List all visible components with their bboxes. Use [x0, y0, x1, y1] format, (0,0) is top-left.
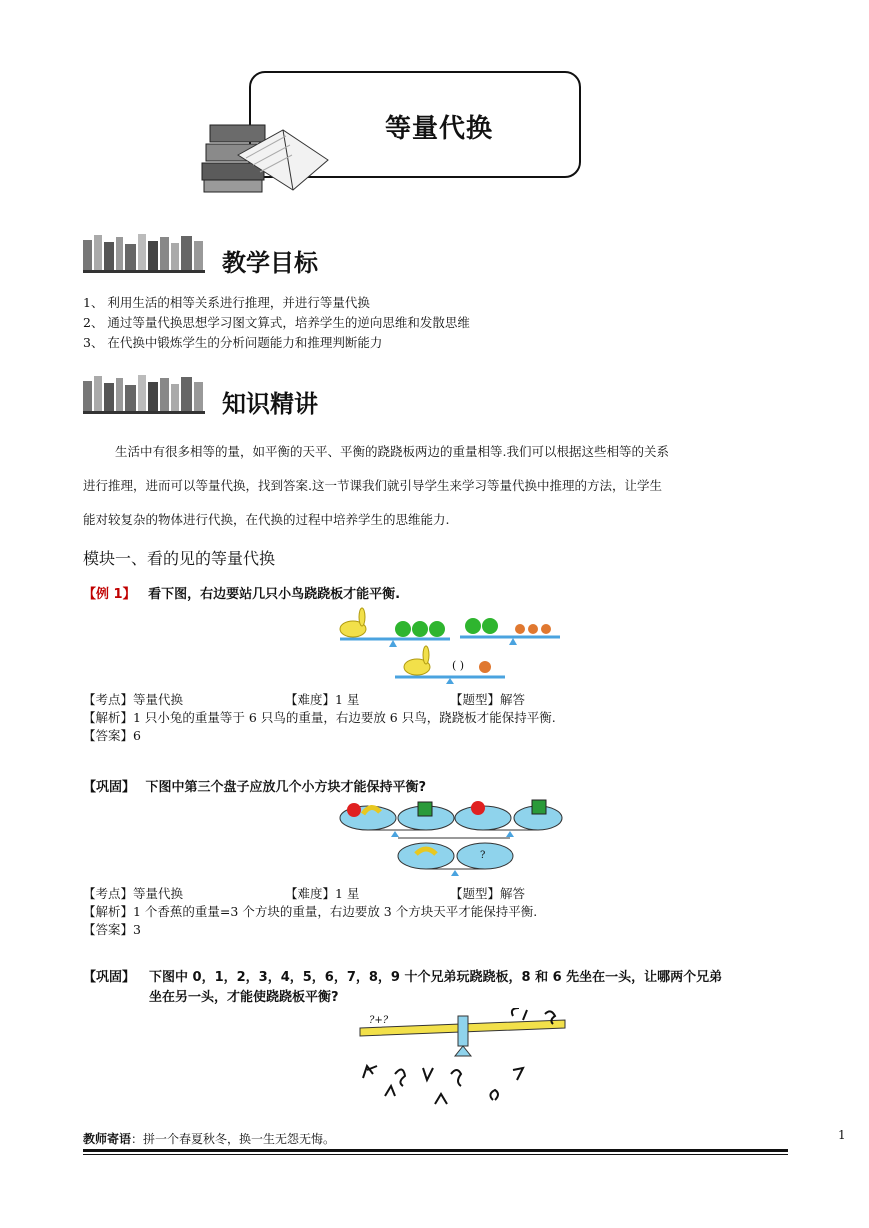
- left-seat-label: ?+?: [369, 1015, 389, 1026]
- example-tag: 【例 1】: [83, 587, 136, 602]
- practice1-point: 【考点】等量代换: [83, 886, 184, 901]
- practice2-question-line: 坐在另一头，才能使跷跷板平衡?: [149, 990, 339, 1005]
- section-heading-goals: 教学目标: [222, 249, 318, 277]
- practice1-difficulty: 【难度】1 星: [285, 886, 360, 901]
- practice1-question: [83, 776, 426, 795]
- example1-point: 【考点】等量代换: [83, 692, 184, 707]
- practice-question-text: 下图中第三个盘子应放几个小方块才能保持平衡?: [145, 780, 427, 795]
- example1-difficulty: 【难度】1 星: [285, 692, 360, 707]
- books-illustration: [198, 120, 338, 195]
- practice1-type: 【题型】解答: [450, 886, 526, 901]
- example1-answer: 【答案】6: [83, 728, 141, 743]
- intro-line: 能对较复杂的物体进行代换，在代换的过程中培养学生的思维能力.: [83, 512, 450, 527]
- example1-analysis: 【解析】1 只小兔的重量等于 6 只鸟的重量，右边要放 6 只鸟，跷跷板才能保持平衡.: [83, 710, 556, 725]
- intro-line: 生活中有很多相等的量，如平衡的天平、平衡的跷跷板两边的重量相等.我们可以根据这些相等的关系: [115, 444, 669, 459]
- section-books-icon: [83, 232, 213, 274]
- goal-item: 1、 利用生活的相等关系进行推理，并进行等量代换: [83, 295, 370, 310]
- example-question-text: 看下图，右边要站几只小鸟跷跷板才能平衡.: [148, 587, 401, 602]
- footer-rule-thin: [83, 1154, 788, 1155]
- right-seat-label: [510, 1010, 537, 1024]
- footer-label: 教师寄语: [83, 1132, 132, 1146]
- balance-illustration: [338, 796, 563, 880]
- example1-question: [83, 583, 400, 602]
- practice1-analysis: 【解析】1 个香蕉的重量=3 个方块的重量，右边要放 3 个方块天平才能保持平衡.: [83, 904, 538, 919]
- example1-type: 【题型】解答: [450, 692, 526, 707]
- blank-marker: ( ): [452, 659, 465, 672]
- footer-motto: [83, 1130, 335, 1147]
- goal-item: 3、 在代换中锻炼学生的分析问题能力和推理判断能力: [83, 335, 383, 350]
- footer-rule: [83, 1149, 788, 1152]
- page-number: 1: [838, 1128, 846, 1142]
- question-mark: ?: [480, 850, 486, 861]
- practice1-answer: 【答案】3: [83, 922, 141, 937]
- practice-tag: 【巩固】: [83, 780, 136, 795]
- goal-item: 2、 通过等量代换思想学习图文算式，培养学生的逆向思维和发散思维: [83, 315, 470, 330]
- section-heading-knowledge: 知识精讲: [222, 390, 318, 418]
- practice2-question-line: 下图中 0，1，2，3，4，5，6，7，8，9 十个兄弟玩跷跷板，8 和 6 先坐在一头，让哪两个兄弟: [149, 970, 723, 985]
- page-title: 等量代换: [385, 114, 494, 144]
- section-books-icon: [83, 373, 213, 415]
- footer-text: ：拼一个春夏秋冬，换一生无怨无悔。: [131, 1132, 336, 1146]
- intro-line: 进行推理，进而可以等量代换，找到答案.这一节课我们就引导学生来学习等量代换中推理的方法，让学生: [83, 478, 662, 493]
- practice2-tag: 【巩固】: [83, 970, 136, 985]
- module-heading: 模块一、看的见的等量代换: [83, 549, 276, 568]
- seesaw-illustration: [335, 605, 565, 685]
